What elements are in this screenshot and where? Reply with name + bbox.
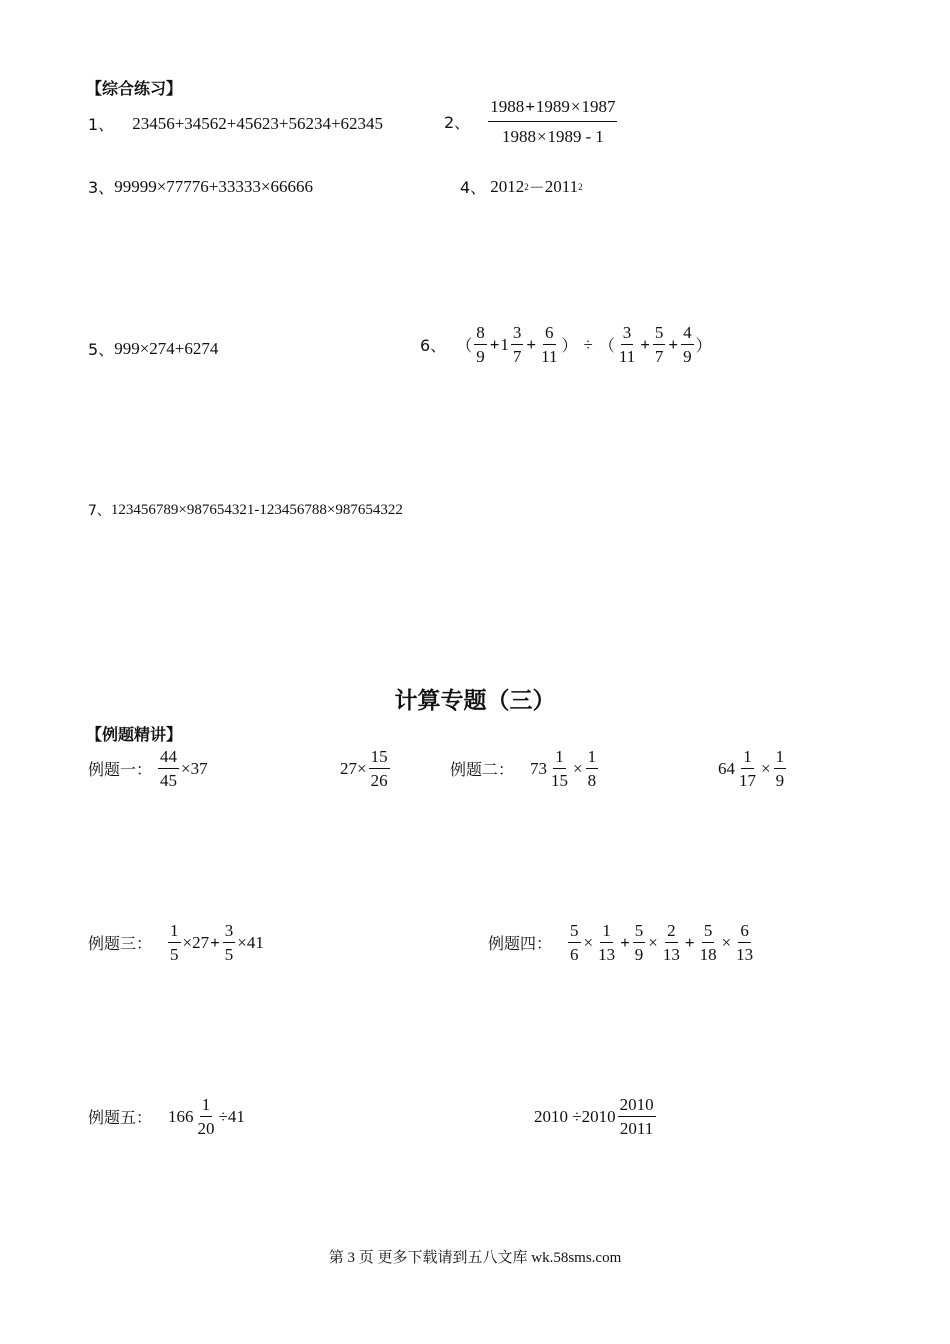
denominator: 13 <box>662 945 680 964</box>
example-2-label: 例题二： <box>450 760 515 779</box>
den-term: 1988 <box>501 127 536 146</box>
denominator: 17 <box>739 771 756 790</box>
example-4-label: 例题四： <box>488 934 553 953</box>
fraction <box>596 922 617 963</box>
section-header-examples: 【例题精讲】 <box>86 725 183 744</box>
section-header-practice: 【综合练习】 <box>86 79 183 98</box>
fraction <box>653 324 666 365</box>
problem-4-base-b: 2011 <box>544 176 579 196</box>
problem-7 <box>88 500 403 520</box>
fraction <box>734 922 755 963</box>
denominator: 18 <box>699 945 717 964</box>
fraction <box>737 748 758 789</box>
numerator: 1 <box>200 1096 213 1117</box>
example-4 <box>488 922 757 963</box>
plus-sign: + <box>620 932 630 952</box>
whole-number: 1 <box>500 334 509 354</box>
problem-3 <box>88 175 313 198</box>
fraction <box>549 748 570 789</box>
page-title: 计算专题（三） <box>394 688 556 714</box>
example-3-tail: ×41 <box>237 932 264 952</box>
whole-number: 166 <box>168 1106 194 1126</box>
fraction <box>586 748 599 789</box>
fraction <box>158 748 179 789</box>
numerator: 2010 <box>618 1096 656 1117</box>
denominator: 6 <box>570 945 579 964</box>
example-2 <box>450 748 600 789</box>
problem-1 <box>88 112 383 135</box>
example-1b-lead: 27× <box>340 758 367 778</box>
divide-sign: ÷ <box>583 334 593 354</box>
fraction <box>568 922 581 963</box>
whole-number: 73 <box>530 758 548 778</box>
fraction <box>617 324 637 365</box>
problem-7-expression: 123456789×987654321-123456788×987654322 <box>110 501 403 518</box>
plus-sign: + <box>684 932 695 952</box>
example-5b-lead: 2010 ÷2010 <box>534 1106 616 1126</box>
numerator: 2 <box>665 922 678 943</box>
numerator: 4 <box>681 324 694 345</box>
numerator: 1 <box>774 748 787 769</box>
plus-sign: + <box>640 334 650 354</box>
problem-5-expression: 999×274+6274 <box>114 338 219 358</box>
problem-2-denominator <box>500 122 606 145</box>
example-2b <box>718 748 788 789</box>
problem-4-base-a: 2012 <box>490 176 525 196</box>
problem-6-label: 6、 <box>420 336 447 355</box>
num-op: + <box>525 97 535 116</box>
problem-4-exponent: 2 <box>524 181 529 192</box>
problem-4-exponent: 2 <box>578 181 583 192</box>
example-3-mid: ×27 <box>182 932 210 952</box>
problem-3-expression: 99999×77776+33333×66666 <box>114 176 313 196</box>
numerator: 5 <box>568 922 581 943</box>
fraction <box>539 324 559 365</box>
fraction <box>774 748 787 789</box>
fraction <box>681 324 694 365</box>
problem-4-minus: － <box>528 178 545 197</box>
denominator: 11 <box>541 347 558 366</box>
denominator: 15 <box>551 771 569 790</box>
numerator: 5 <box>653 324 666 345</box>
problem-2-fraction <box>488 98 617 145</box>
denominator: 9 <box>775 771 785 790</box>
left-paren: （ <box>456 336 473 355</box>
plus-sign: + <box>526 334 537 354</box>
example-5 <box>88 1096 245 1137</box>
problem-2-numerator <box>488 98 617 122</box>
right-paren: ） <box>695 336 712 355</box>
problem-7-label: 7、 <box>88 503 111 519</box>
numerator: 5 <box>633 922 646 943</box>
problem-2 <box>444 98 619 145</box>
fraction <box>511 324 524 365</box>
fraction <box>196 1096 217 1137</box>
problem-5-label: 5、 <box>88 340 115 359</box>
example-3-label: 例题三： <box>88 934 153 953</box>
plus-sign: + <box>668 334 679 354</box>
num-op: × <box>570 97 581 116</box>
denominator: 7 <box>654 347 664 366</box>
whole-number: 64 <box>718 758 735 778</box>
fraction <box>474 324 487 365</box>
den-op: × <box>536 127 547 146</box>
right-paren: ） <box>561 336 578 355</box>
den-op: - <box>585 127 592 146</box>
example-3 <box>88 922 264 963</box>
fraction <box>223 922 236 963</box>
fraction <box>168 922 181 963</box>
numerator: 6 <box>738 922 751 943</box>
problem-3-label: 3、 <box>88 178 115 197</box>
times-sign: × <box>721 932 732 952</box>
denominator: 8 <box>587 771 597 790</box>
denominator: 13 <box>736 945 754 964</box>
numerator: 1 <box>600 922 613 943</box>
example-1-tail: ×37 <box>181 758 208 778</box>
den-term: 1989 <box>547 127 582 146</box>
example-5b <box>534 1096 658 1137</box>
numerator: 6 <box>543 324 556 345</box>
denominator: 9 <box>683 347 692 366</box>
denominator: 26 <box>370 771 388 790</box>
problem-4 <box>460 175 583 198</box>
denominator: 9 <box>634 945 644 964</box>
example-1 <box>88 748 208 789</box>
denominator: 13 <box>598 945 616 964</box>
numerator: 1 <box>741 748 754 769</box>
fraction <box>698 922 719 963</box>
numerator: 8 <box>474 324 487 345</box>
times-sign: × <box>583 932 594 952</box>
example-1b <box>340 748 392 789</box>
fraction <box>618 1096 656 1137</box>
numerator: 3 <box>223 922 236 943</box>
times-sign: × <box>648 932 658 952</box>
denominator: 7 <box>512 347 522 366</box>
example-1-label: 例题一： <box>88 760 153 779</box>
num-term: 1988 <box>490 97 525 116</box>
fraction <box>633 922 646 963</box>
example-5-tail: ÷41 <box>218 1106 245 1126</box>
example-5-label: 例题五： <box>88 1108 153 1127</box>
page-footer: 第 3 页 更多下载请到五八文库 wk.58sms.com <box>328 1250 622 1266</box>
left-paren: （ <box>598 336 615 355</box>
denominator: 20 <box>197 1119 215 1138</box>
numerator: 1 <box>168 922 181 943</box>
numerator: 5 <box>702 922 715 943</box>
numerator: 1 <box>553 748 566 769</box>
plus-sign: + <box>489 334 500 354</box>
denominator: 5 <box>170 945 179 964</box>
fraction <box>661 922 682 963</box>
numerator: 15 <box>369 748 390 769</box>
denominator: 2011 <box>619 1119 654 1138</box>
problem-1-expression: 23456+34562+45623+56234+62345 <box>132 113 384 133</box>
problem-6 <box>420 324 712 365</box>
times-sign: × <box>761 758 771 778</box>
denominator: 45 <box>160 771 178 790</box>
den-term: 1 <box>595 127 604 146</box>
num-term: 1987 <box>581 97 616 116</box>
numerator: 3 <box>621 324 634 345</box>
numerator: 3 <box>511 324 524 345</box>
problem-4-label: 4、 <box>460 178 487 197</box>
denominator: 5 <box>224 945 234 964</box>
numerator: 44 <box>158 748 179 769</box>
plus-sign: + <box>210 932 220 952</box>
denominator: 9 <box>476 347 485 366</box>
fraction <box>369 748 390 789</box>
denominator: 11 <box>618 347 636 366</box>
times-sign: × <box>573 758 583 778</box>
problem-1-label: 1、 <box>88 115 115 134</box>
problem-5 <box>88 337 218 360</box>
problem-2-label: 2、 <box>444 113 471 132</box>
num-term: 1989 <box>535 97 570 116</box>
numerator: 1 <box>586 748 599 769</box>
